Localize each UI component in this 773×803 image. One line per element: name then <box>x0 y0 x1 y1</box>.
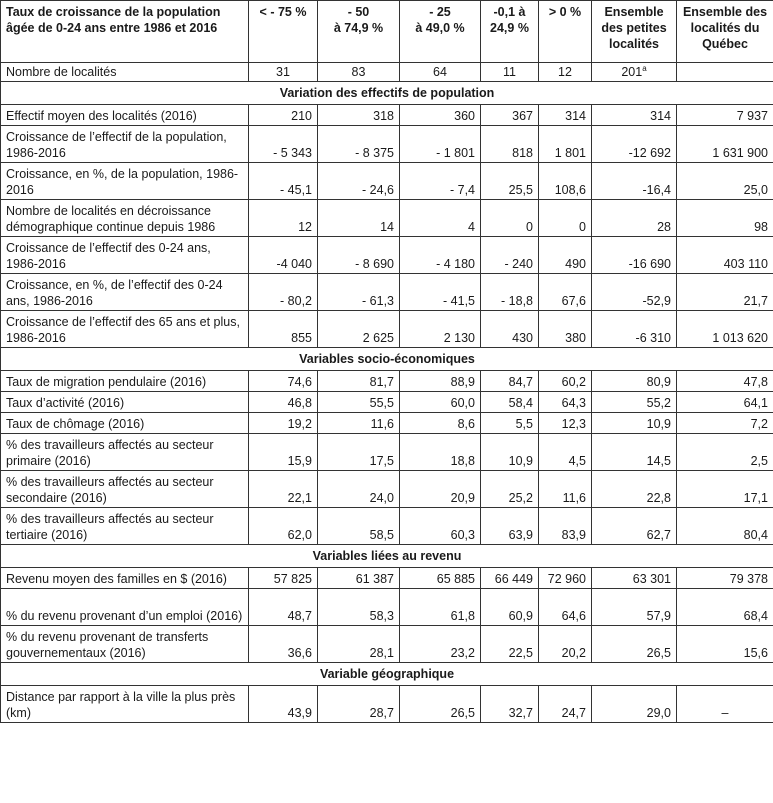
row-label: Taux de chômage (2016) <box>1 413 249 434</box>
header-cell: < - 75 % <box>249 1 318 63</box>
section-row <box>1 82 773 105</box>
table-cell: 4 <box>400 200 481 237</box>
table-cell: 25,5 <box>481 163 539 200</box>
table-cell: 12 <box>539 63 592 82</box>
table-cell: 25,2 <box>481 471 539 508</box>
table-cell: - 7,4 <box>400 163 481 200</box>
table-row <box>1 237 773 274</box>
table-row <box>1 63 773 82</box>
table-cell: 201$^a$ <box>592 63 677 82</box>
row-label: % des travailleurs affectés au secteur secondaire (2016) <box>1 471 249 508</box>
table-cell: 380 <box>539 311 592 348</box>
table-cell: 84,7 <box>481 371 539 392</box>
table-cell: 60,2 <box>539 371 592 392</box>
header-cell: - 50 à 74,9 % <box>318 1 400 63</box>
table-cell: 19,2 <box>249 413 318 434</box>
row-label: Nombre de localités <box>1 63 249 82</box>
row-label: % des travailleurs affectés au secteur tertiaire (2016) <box>1 508 249 545</box>
table-row <box>1 126 773 163</box>
table-row <box>1 105 773 126</box>
table-cell: - 8 690 <box>318 237 400 274</box>
table-cell: 1 631 900 <box>677 126 773 163</box>
table-cell: 21,7 <box>677 274 773 311</box>
table-cell: 430 <box>481 311 539 348</box>
table-cell: 11 <box>481 63 539 82</box>
table-cell: 74,6 <box>249 371 318 392</box>
table-cell: 57,9 <box>592 589 677 626</box>
table-cell: 64,3 <box>539 392 592 413</box>
table-cell: 14 <box>318 200 400 237</box>
table-cell: 12 <box>249 200 318 237</box>
table-cell: 60,0 <box>400 392 481 413</box>
table-row <box>1 200 773 237</box>
section-row <box>1 348 773 371</box>
table-cell: 2 130 <box>400 311 481 348</box>
table-cell: 88,9 <box>400 371 481 392</box>
table-cell: 26,5 <box>592 626 677 663</box>
row-label: Distance par rapport à la ville la plus près (km) <box>1 686 249 723</box>
table-cell: - 45,1 <box>249 163 318 200</box>
table-cell: 360 <box>400 105 481 126</box>
table-cell: - 41,5 <box>400 274 481 311</box>
table-cell: 11,6 <box>318 413 400 434</box>
table-cell: 64,1 <box>677 392 773 413</box>
table-cell: 29,0 <box>592 686 677 723</box>
table-row <box>1 311 773 348</box>
table-row <box>1 163 773 200</box>
table-cell: 2 625 <box>318 311 400 348</box>
table-cell: 28 <box>592 200 677 237</box>
table-cell: 36,6 <box>249 626 318 663</box>
table-cell: 48,7 <box>249 589 318 626</box>
row-label: Croissance de l’effectif de la population, 1986-2016 <box>1 126 249 163</box>
table-cell: 26,5 <box>400 686 481 723</box>
row-label: Croissance de l’effectif des 0-24 ans, 1986-2016 <box>1 237 249 274</box>
row-label: Taux de migration pendulaire (2016) <box>1 371 249 392</box>
table-cell: 7,2 <box>677 413 773 434</box>
table-cell: 67,6 <box>539 274 592 311</box>
section-row <box>1 663 773 686</box>
table-cell: 61,8 <box>400 589 481 626</box>
table-cell: -16 690 <box>592 237 677 274</box>
table-cell: - 240 <box>481 237 539 274</box>
table-cell: - 5 343 <box>249 126 318 163</box>
table-cell: - 61,3 <box>318 274 400 311</box>
section-title: Variable géographique <box>1 663 773 686</box>
table-cell: - 24,6 <box>318 163 400 200</box>
table-cell: 64,6 <box>539 589 592 626</box>
table-row <box>1 589 773 626</box>
table-cell: 83 <box>318 63 400 82</box>
table-cell: 855 <box>249 311 318 348</box>
table-cell: 60,9 <box>481 589 539 626</box>
table-cell: 20,9 <box>400 471 481 508</box>
table-cell: 14,5 <box>592 434 677 471</box>
table-cell: 108,6 <box>539 163 592 200</box>
table-cell: 58,4 <box>481 392 539 413</box>
table-row <box>1 434 773 471</box>
table-row <box>1 686 773 723</box>
table-cell: 1 801 <box>539 126 592 163</box>
table-cell: 63,9 <box>481 508 539 545</box>
table-cell: 4,5 <box>539 434 592 471</box>
table-cell: 55,5 <box>318 392 400 413</box>
section-title: Variables socio-économiques <box>1 348 773 371</box>
table-cell: 403 110 <box>677 237 773 274</box>
table-cell: 210 <box>249 105 318 126</box>
table-cell: -12 692 <box>592 126 677 163</box>
table-cell: 60,3 <box>400 508 481 545</box>
table-row <box>1 392 773 413</box>
table-cell: 314 <box>592 105 677 126</box>
table-cell: 818 <box>481 126 539 163</box>
table-cell: 83,9 <box>539 508 592 545</box>
table-cell: 61 387 <box>318 568 400 589</box>
header-cell: -0,1 à 24,9 % <box>481 1 539 63</box>
table-cell: 72 960 <box>539 568 592 589</box>
table-cell: -52,9 <box>592 274 677 311</box>
table-cell: 28,7 <box>318 686 400 723</box>
row-label: Nombre de localités en décroissance démographique continue depuis 1986 <box>1 200 249 237</box>
row-label: % du revenu provenant de transferts gouvernementaux (2016) <box>1 626 249 663</box>
table-cell: 12,3 <box>539 413 592 434</box>
table-cell: 15,6 <box>677 626 773 663</box>
table-row <box>1 274 773 311</box>
table-cell: 2,5 <box>677 434 773 471</box>
table-cell: - 80,2 <box>249 274 318 311</box>
section-row <box>1 545 773 568</box>
table-cell: -16,4 <box>592 163 677 200</box>
table-cell: 63 301 <box>592 568 677 589</box>
table-cell: 79 378 <box>677 568 773 589</box>
table-cell: 490 <box>539 237 592 274</box>
table-cell: 65 885 <box>400 568 481 589</box>
row-label: Croissance de l’effectif des 65 ans et plus, 1986-2016 <box>1 311 249 348</box>
row-label: Taux d’activité (2016) <box>1 392 249 413</box>
table-cell: 10,9 <box>592 413 677 434</box>
row-label: Croissance, en %, de l’effectif des 0-24 ans, 1986-2016 <box>1 274 249 311</box>
section-title: Variation des effectifs de population <box>1 82 773 105</box>
table-row <box>1 413 773 434</box>
row-label: % des travailleurs affectés au secteur primaire (2016) <box>1 434 249 471</box>
table-cell: - 18,8 <box>481 274 539 311</box>
header-cell: Ensemble des petites localités <box>592 1 677 63</box>
table-cell: 22,5 <box>481 626 539 663</box>
table-cell: 24,0 <box>318 471 400 508</box>
table-row <box>1 508 773 545</box>
table-cell: 314 <box>539 105 592 126</box>
table-cell: 1 013 620 <box>677 311 773 348</box>
table-cell: 58,5 <box>318 508 400 545</box>
row-label: Revenu moyen des familles en $ (2016) <box>1 568 249 589</box>
table-cell: 20,2 <box>539 626 592 663</box>
row-label: Effectif moyen des localités (2016) <box>1 105 249 126</box>
table-cell: 64 <box>400 63 481 82</box>
table-cell: 0 <box>539 200 592 237</box>
header-cell-label: Taux de croissance de la population âgée de 0-24 ans entre 1986 et 2016 <box>1 1 249 63</box>
table-cell: 5,5 <box>481 413 539 434</box>
table-cell: – <box>677 686 773 723</box>
table-cell: 80,4 <box>677 508 773 545</box>
table-cell: 11,6 <box>539 471 592 508</box>
table-cell: 62,7 <box>592 508 677 545</box>
table-cell: -4 040 <box>249 237 318 274</box>
table-cell: 46,8 <box>249 392 318 413</box>
table-cell: 98 <box>677 200 773 237</box>
table-cell: 10,9 <box>481 434 539 471</box>
table-cell: 17,5 <box>318 434 400 471</box>
table-cell: 66 449 <box>481 568 539 589</box>
footnote-marker: a <box>642 63 647 73</box>
table-cell: - 4 180 <box>400 237 481 274</box>
table-row <box>1 471 773 508</box>
table-cell: 0 <box>481 200 539 237</box>
table-row <box>1 371 773 392</box>
header-cell: Ensemble des localités du Québec <box>677 1 773 63</box>
row-label: % du revenu provenant d’un emploi (2016) <box>1 589 249 626</box>
table-cell: 18,8 <box>400 434 481 471</box>
header-row <box>1 1 773 63</box>
header-cell: - 25 à 49,0 % <box>400 1 481 63</box>
table-cell: 8,6 <box>400 413 481 434</box>
table-cell: 15,9 <box>249 434 318 471</box>
table-row <box>1 568 773 589</box>
row-label: Croissance, en %, de la population, 1986-2016 <box>1 163 249 200</box>
table-cell: 17,1 <box>677 471 773 508</box>
table-cell: 367 <box>481 105 539 126</box>
table-cell: 24,7 <box>539 686 592 723</box>
table-cell: 22,8 <box>592 471 677 508</box>
table-cell: 81,7 <box>318 371 400 392</box>
header-cell: > 0 % <box>539 1 592 63</box>
table-cell: 25,0 <box>677 163 773 200</box>
table-row <box>1 626 773 663</box>
table-cell: - 8 375 <box>318 126 400 163</box>
table-cell: 55,2 <box>592 392 677 413</box>
table-cell: 57 825 <box>249 568 318 589</box>
table-cell: 80,9 <box>592 371 677 392</box>
table-cell: 23,2 <box>400 626 481 663</box>
table-cell: 58,3 <box>318 589 400 626</box>
table-cell: 318 <box>318 105 400 126</box>
table-cell: 31 <box>249 63 318 82</box>
table-cell: 32,7 <box>481 686 539 723</box>
table-cell: 47,8 <box>677 371 773 392</box>
table-cell: 28,1 <box>318 626 400 663</box>
table-cell: 22,1 <box>249 471 318 508</box>
table-cell: 7 937 <box>677 105 773 126</box>
table-cell: 62,0 <box>249 508 318 545</box>
table-cell: - 1 801 <box>400 126 481 163</box>
section-title: Variables liées au revenu <box>1 545 773 568</box>
table-cell: -6 310 <box>592 311 677 348</box>
table-cell: 68,4 <box>677 589 773 626</box>
table-cell: 43,9 <box>249 686 318 723</box>
